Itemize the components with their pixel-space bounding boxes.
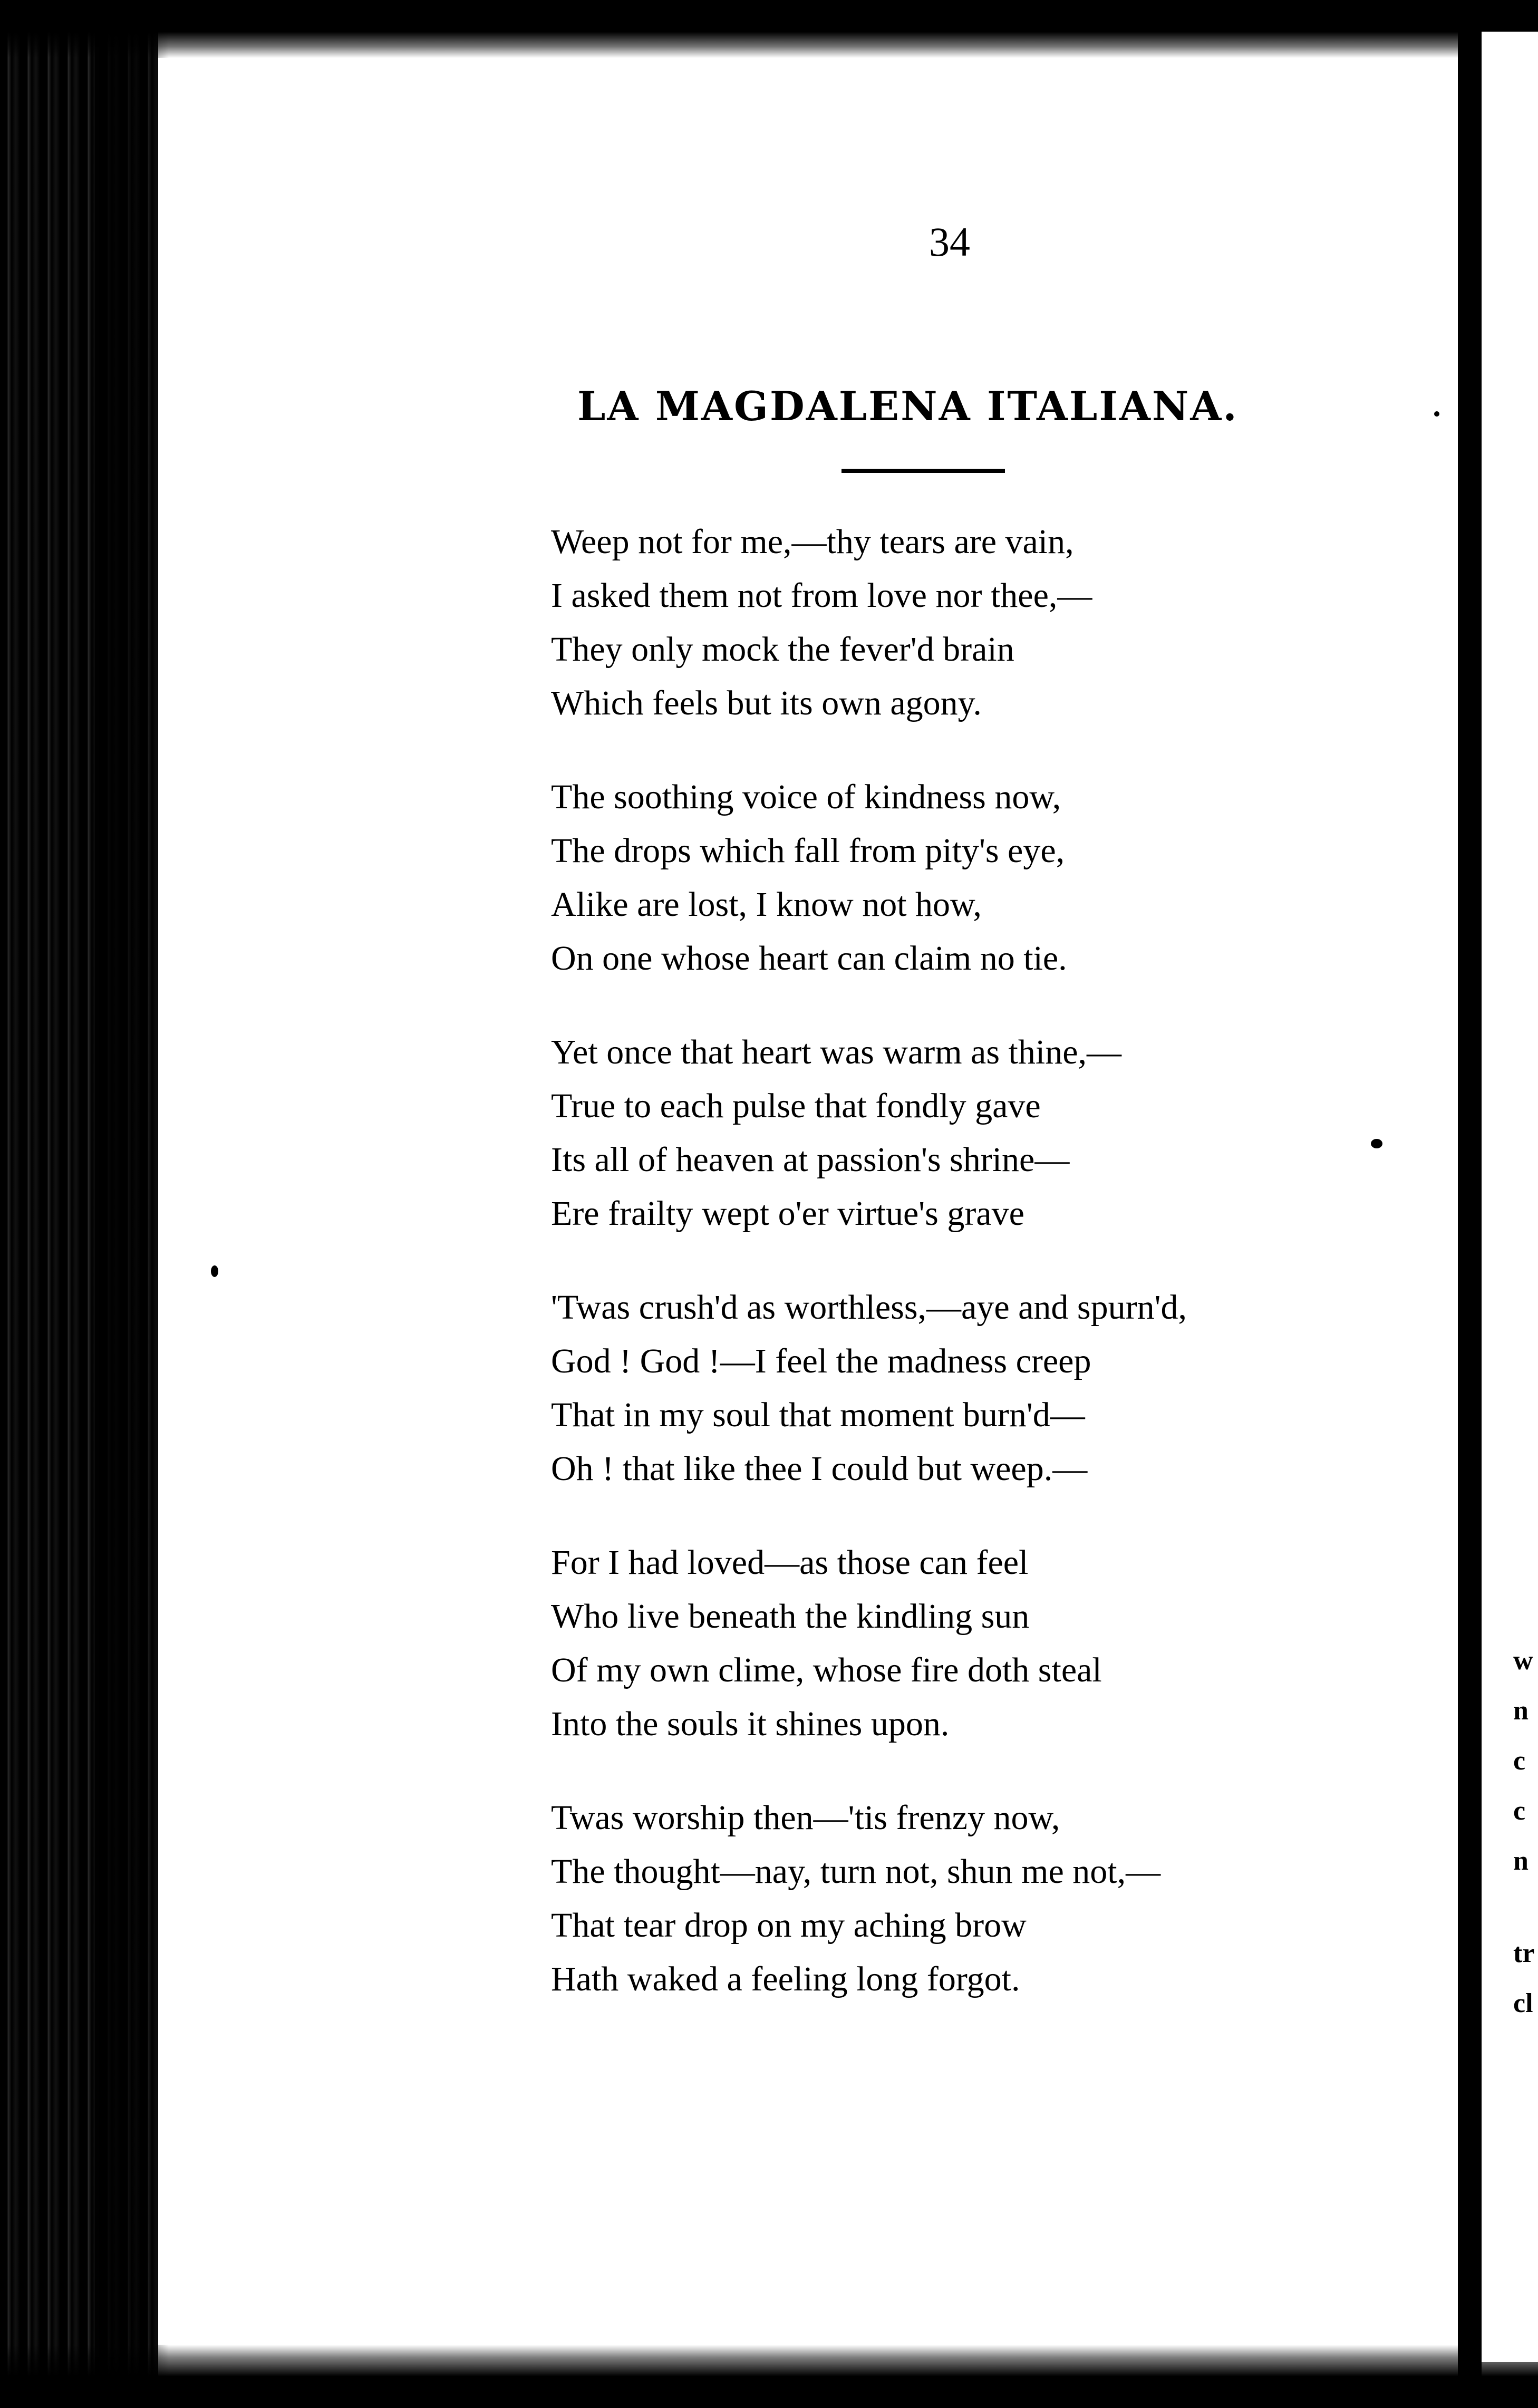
scan-speck [1371,1139,1382,1148]
scan-speck [1434,411,1439,417]
scan-edge-top [0,0,1538,58]
verse-line: I asked them not from love nor thee,— [551,576,1092,615]
scan-edge-bottom [0,2345,1538,2408]
next-page-fragment: cl [1513,1988,1533,2018]
verse-line: For I had loved—as those can feel [551,1543,1029,1582]
verse-line: They only mock the fever'd brain [551,630,1014,669]
verse-line: Ere frailty wept o'er virtue's grave [551,1194,1024,1233]
stanza [551,1791,1421,2006]
book-binding-left [0,0,158,2408]
stanza [551,1536,1421,1751]
verse-line: True to each pulse that fondly gave [551,1087,1041,1125]
next-page-fragment: c [1513,1796,1526,1826]
verse-line: Which feels but its own agony. [551,684,982,722]
verse-line: Hath waked a feeling long forgot. [551,1960,1020,1998]
scan-speck [211,1265,218,1277]
verse-line: The thought—nay, turn not, shun me not,— [551,1852,1161,1891]
verse-line: Its all of heaven at passion's shrine— [551,1140,1070,1179]
next-page-fragment: c [1513,1746,1526,1776]
stanza [551,1026,1421,1241]
verse-line: Yet once that heart was warm as thine,— [551,1033,1122,1071]
stanza [551,1281,1421,1496]
verse-line: 'Twas crush'd as worthless,—aye and spurn'd, [551,1288,1187,1327]
verse-line: God ! God !—I feel the madness creep [551,1342,1091,1380]
next-page-fragment: w [1513,1646,1533,1676]
verse-line: The drops which fall from pity's eye, [551,831,1065,870]
title-rule [841,469,1005,473]
next-page-fragment: tr [1513,1938,1535,1968]
next-page-fragment: n [1513,1846,1529,1876]
poem-title: LA MAGDALENA ITALIANA. [577,383,1239,430]
verse-line: The soothing voice of kindness now, [551,778,1061,816]
verse-line: On one whose heart can claim no tie. [551,939,1067,978]
verse-line: Who live beneath the kindling sun [551,1597,1030,1636]
verse-line: Weep not for me,—thy tears are vain, [551,523,1074,561]
next-page-fragment: n [1513,1696,1529,1726]
page-number: 34 [929,219,970,265]
verse-line: That tear drop on my aching brow [551,1906,1027,1945]
verse-line: Of my own clime, whose fire doth steal [551,1651,1102,1689]
book-gutter-right [1458,0,1482,2408]
stanza [551,515,1421,730]
verse-line: Into the souls it shines upon. [551,1705,950,1743]
verse-line: Alike are lost, I know not how, [551,885,982,924]
verse-line: Oh ! that like thee I could but weep.— [551,1449,1088,1488]
poem-body [551,515,1421,2046]
next-page-sliver [1482,32,1538,2362]
verse-line: Twas worship then—'tis frenzy now, [551,1798,1060,1837]
stanza [551,770,1421,985]
verse-line: That in my soul that moment burn'd— [551,1396,1085,1434]
